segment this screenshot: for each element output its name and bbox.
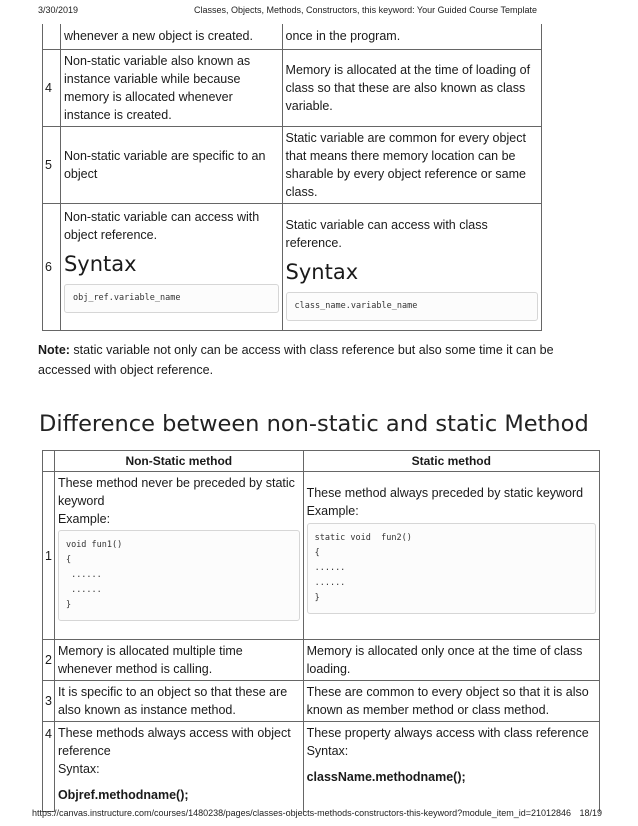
header-non-static: Non-Static method xyxy=(54,451,303,472)
print-date: 3/30/2019 xyxy=(38,5,79,15)
table-row xyxy=(43,472,600,640)
example-label: Example: xyxy=(306,504,359,518)
page-url: https://canvas.instructure.com/courses/1480238/pages/classes-objects-methods-constructors-this-keyword?module_item_id=21012846 xyxy=(32,808,572,818)
syntax-label: Syntax: xyxy=(57,762,100,776)
static-cell: once in the program. xyxy=(282,24,541,49)
print-title: Classes, Objects, Methods, Constructors, this keyword: Your Guided Course Template xyxy=(194,5,537,15)
static-cell: Memory is allocated only once at the time of class loading. xyxy=(303,640,599,681)
table-row xyxy=(43,640,600,681)
cell-text: These method never be preceded by static keyword xyxy=(57,476,295,508)
non-static-cell: It is specific to an object so that these are also known as instance method. xyxy=(54,681,303,722)
static-cell: These are common to every object so that it is also known as member method or class method. xyxy=(303,681,599,722)
table-row xyxy=(43,722,600,812)
code-block: static void fun2() { ...... ...... } xyxy=(307,523,596,614)
row-number: 6 xyxy=(43,203,61,330)
variable-comparison-table xyxy=(42,24,542,331)
page-number: 18/19 xyxy=(579,808,602,818)
note-label: Note: xyxy=(38,343,70,357)
row-number: 2 xyxy=(43,640,55,681)
cell-text: These methods always access with object reference xyxy=(57,726,291,758)
table-row xyxy=(43,681,600,722)
row-number: 4 xyxy=(43,49,61,126)
header-num xyxy=(43,451,55,472)
non-static-cell: Non-static variable are specific to an object xyxy=(60,126,282,203)
code-block: class_name.variable_name xyxy=(286,292,538,321)
table-header-row xyxy=(43,451,600,472)
row-number: 4 xyxy=(43,722,55,812)
static-cell xyxy=(303,722,599,812)
cell-text: These method always preceded by static keyword xyxy=(306,486,584,500)
cell-text: Static variable can access with class reference. xyxy=(285,217,488,250)
static-cell: Static variable are common for every object that means there memory location can be sharable by every object reference or same class. xyxy=(282,126,541,203)
table-row xyxy=(43,24,542,49)
row-number xyxy=(43,24,61,49)
non-static-cell: whenever a new object is created. xyxy=(60,24,282,49)
row-number: 5 xyxy=(43,126,61,203)
code-block: void fun1() { ...... ...... } xyxy=(58,530,300,621)
cell-text: Non-static variable can access with object reference. xyxy=(63,209,260,242)
row-number: 3 xyxy=(43,681,55,722)
syntax-label: Syntax: xyxy=(306,744,349,758)
syntax-code: className.methodname(); xyxy=(306,770,466,784)
syntax-code: Objref.methodname(); xyxy=(57,788,189,802)
syntax-heading: Syntax xyxy=(285,259,359,284)
static-cell xyxy=(303,472,599,640)
table-row xyxy=(43,49,542,126)
table-row xyxy=(43,126,542,203)
row-number: 1 xyxy=(43,472,55,640)
cell-text: These property always access with class reference xyxy=(306,726,589,740)
section-heading: Difference between non-static and static Method xyxy=(39,411,589,437)
example-label: Example: xyxy=(57,512,111,526)
non-static-cell xyxy=(54,472,303,640)
code-block: obj_ref.variable_name xyxy=(64,284,279,313)
note-text: static variable not only can be access with class reference but also some time it can be accessed with object reference. xyxy=(38,343,554,377)
non-static-cell: Non-static variable also known as instance variable while because memory is allocated whenever instance is created. xyxy=(60,49,282,126)
header-static: Static method xyxy=(303,451,599,472)
non-static-cell: Memory is allocated multiple time whenever method is calling. xyxy=(54,640,303,681)
non-static-cell xyxy=(54,722,303,812)
note-paragraph xyxy=(38,340,598,380)
static-cell xyxy=(282,203,541,330)
method-comparison-table xyxy=(42,450,600,812)
static-cell: Memory is allocated at the time of loading of class so that these are also known as class variable. xyxy=(282,49,541,126)
non-static-cell xyxy=(60,203,282,330)
syntax-heading: Syntax xyxy=(63,251,137,276)
table-row xyxy=(43,203,542,330)
